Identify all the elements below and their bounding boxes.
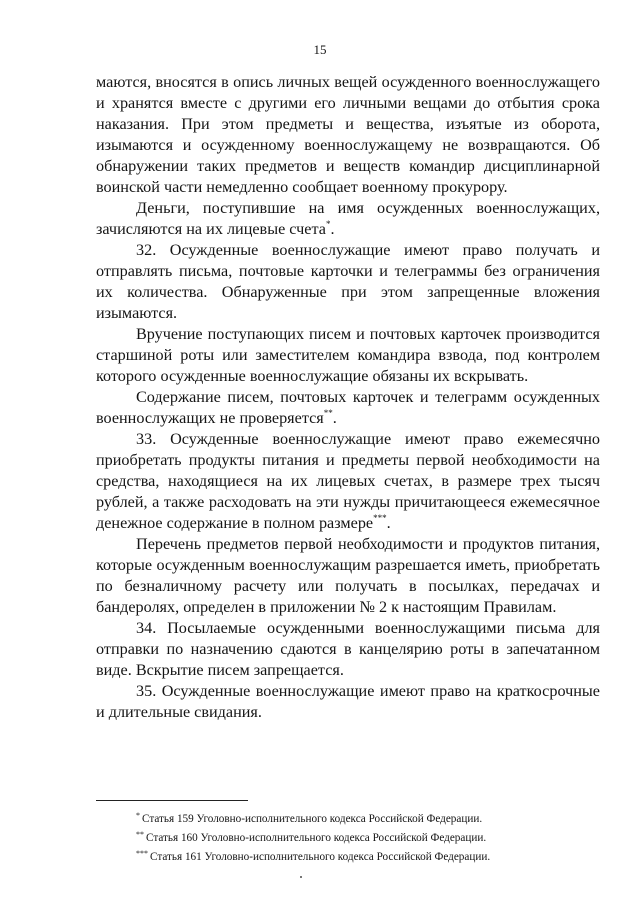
footnote-text: Статья 161 Уголовно-исполнительного кодекса Российской Федерации. [150,851,491,863]
footnote-text: Статья 160 Уголовно-исполнительного кодекса Российской Федерации. [146,832,487,844]
paragraph-text: Деньги, поступившие на имя осужденных военнослужащих, зачисляются на их лицевые счета [96,199,600,238]
footnote-ref-2: ** [323,408,333,418]
footnote-mark: * [136,811,140,820]
paragraph-letters-delivery: Вручение поступающих писем и почтовых карточек производится старшиной роты или заместителем командира взвода, под контролем которого осужденные военнослужащие обязаны их вскрывать. [96,325,600,385]
paragraph-letters-content [96,387,600,429]
body-text [96,72,600,723]
footnotes [136,808,606,865]
footnote-separator [96,800,248,801]
paragraph-item-34: 34. Посылаемые осужденными военнослужащими письма для отправки по назначению сдаются в канцелярию роты в запечатанном виде. Вскрытие писем запрещается. [96,619,600,679]
footnote-mark: ** [136,830,144,839]
footnote-3 [136,846,606,865]
paragraph-item-33 [96,429,600,534]
page-number: 15 [313,42,327,57]
scan-speck [300,876,302,878]
paragraph-text: 33. Осужденные военнослужащие имеют право ежемесячно приобретать продукты питания и предметы первой необходимости на средства, находящиеся на их лицевых счетах, в размере трех тысяч рублей, а также расходовать на эти нужды причитающееся ежемесячное денежное содержание в полном размере [96,430,600,532]
paragraph-continuation: маются, вносятся в опись личных вещей осужденного военнослужащего и хранятся вместе с другими его личными вещами до отбытия срока наказания. При этом предметы и вещества, изъятые из оборота, изымаются и осужденному военнослужащему не возвращаются. Об обнаружении таких предметов и веществ командир дисциплинарной воинской части немедленно сообщает военному прокурору. [96,73,600,196]
paragraph-tail: . [386,514,391,532]
footnote-ref-3: *** [373,513,387,523]
footnote-ref-1: * [325,219,331,229]
paragraph-item-32: 32. Осужденные военнослужащие имеют право получать и отправлять письма, почтовые карточки и телеграммы без ограничения их количества. Обнаруженные при этом запрещенные вложения изымаются. [96,241,600,322]
paragraph-tail: . [330,220,335,238]
paragraph-item-35: 35. Осужденные военнослужащие имеют право на краткосрочные и длительные свидания. [96,682,600,721]
paragraph-tail: . [332,409,337,427]
paragraph-text: Содержание писем, почтовых карточек и телеграмм осужденных военнослужащих не проверяется [96,388,600,427]
paragraph-items-list: Перечень предметов первой необходимости и продуктов питания, которые осужденным военнослужащим разрешается иметь, приобретать по безналичному расчету или получать в посылках, передачах и бандеролях, определен в приложении № 2 к настоящим Правилам. [96,535,600,616]
footnote-2 [136,827,606,846]
footnote-mark: *** [136,849,148,858]
footnote-text: Статья 159 Уголовно-исполнительного кодекса Российской Федерации. [142,813,483,825]
footnote-1 [136,808,606,827]
paragraph-money-accounts [96,198,600,240]
